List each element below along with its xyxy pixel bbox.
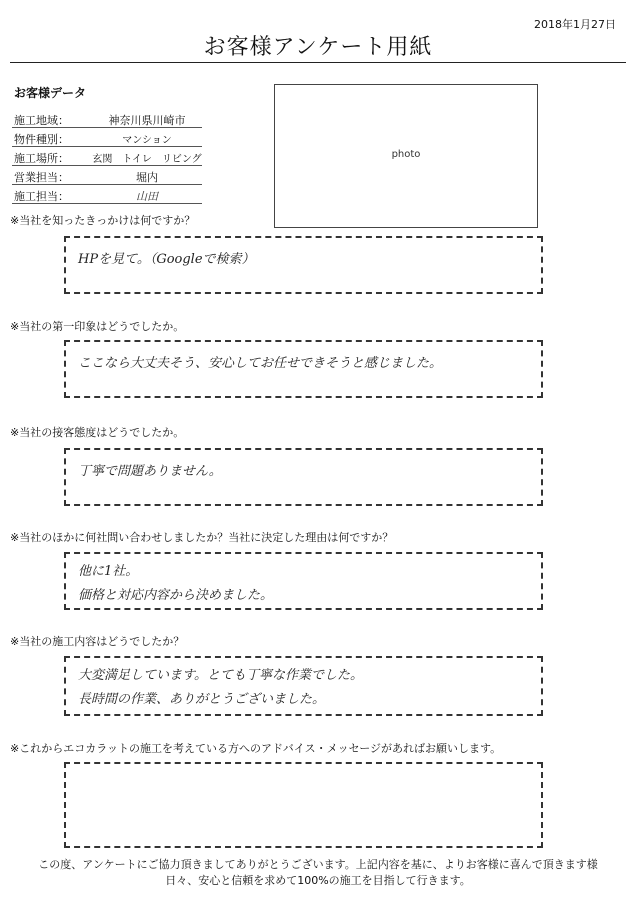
info-label: 施工担当：: [14, 190, 69, 203]
photo-label: photo: [391, 149, 421, 160]
question-5: ※当社の施工内容はどうでしたか？: [10, 635, 185, 648]
answer-box-6: [64, 762, 543, 848]
question-4: ※当社のほかに何社問い合わせしましたか？当社に決定した理由は何ですか？: [10, 531, 394, 544]
info-value: 神奈川県川崎市: [108, 114, 186, 127]
info-row-installer: [12, 188, 202, 204]
title-underline: [10, 62, 626, 63]
footer-message-line-1: この度、アンケートにご協力頂きましてありがとうございます。上記内容を基に、よりお客様に喜んで頂きます様: [38, 858, 598, 871]
answer-box-5: [64, 656, 543, 716]
info-label: 営業担当：: [14, 171, 69, 184]
answer-line: HPを見て。（Googleで検索）: [78, 252, 255, 267]
answer-box-4: [64, 552, 543, 610]
answer-line: 他に1社。: [78, 564, 139, 579]
answer-box-3: [64, 448, 543, 506]
info-row-property-type: [12, 131, 202, 147]
photo-box: [274, 84, 538, 228]
answer-box-2: [64, 340, 543, 398]
answer-line: 丁寧で問題ありません。: [78, 464, 222, 479]
answer-line: 長時間の作業、ありがとうございました。: [78, 692, 326, 707]
info-value: 山田: [136, 190, 158, 203]
info-label: 物件種別：: [14, 133, 69, 146]
survey-date: 2018年1月27日: [534, 18, 616, 31]
answer-line: 大変満足しています。とても丁寧な作業でした。: [78, 668, 363, 683]
info-row-area: [12, 112, 202, 128]
info-row-location: [12, 150, 202, 166]
question-3: ※当社の接客態度はどうでしたか。: [10, 426, 185, 439]
info-value: 玄関 トイレ リビング: [92, 154, 202, 165]
info-row-sales-rep: [12, 169, 202, 185]
info-label: 施工場所：: [14, 152, 69, 165]
customer-data-heading: お客様データ: [14, 86, 87, 100]
question-1: ※当社を知ったきっかけは何ですか？: [10, 214, 196, 227]
answer-box-1: [64, 236, 543, 294]
answer-line: ここなら大丈夫そう、安心してお任せできそうと感じました。: [78, 356, 443, 371]
info-value: 堀内: [136, 171, 158, 184]
info-label: 施工地域：: [14, 114, 69, 127]
question-2: ※当社の第一印象はどうでしたか。: [10, 320, 185, 333]
footer-message-line-2: 日々、安心と信頼を求めて100%の施工を目指して行きます。: [165, 874, 471, 887]
answer-line: 価格と対応内容から決めました。: [78, 588, 274, 603]
question-6: ※これからエコカラットの施工を考えている方へのアドバイス・メッセージがあればお願いします。: [10, 742, 502, 755]
info-value: マンション: [122, 135, 172, 146]
page-title: お客様アンケート用紙: [203, 35, 433, 60]
